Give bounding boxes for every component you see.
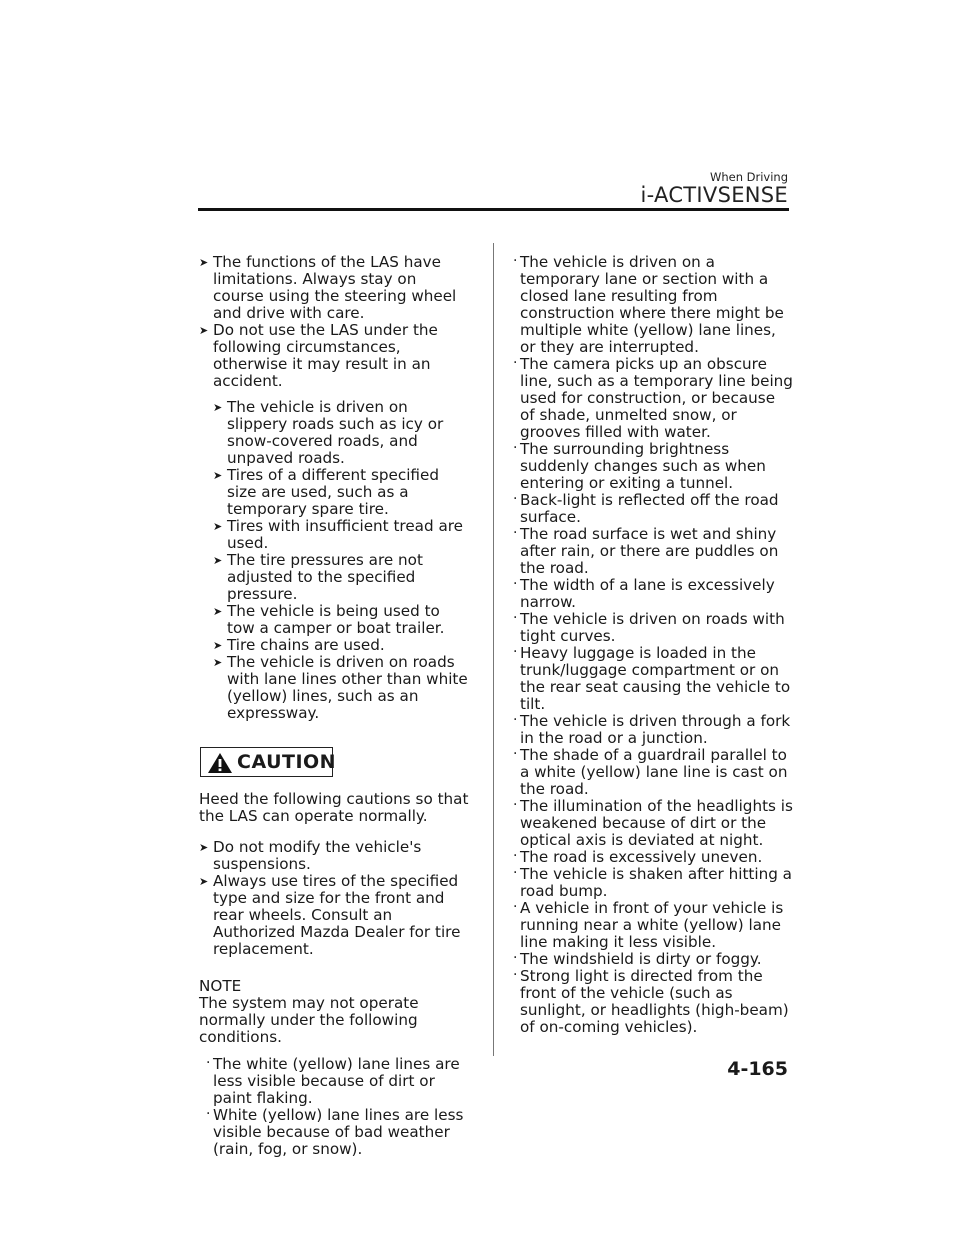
circumstance-item: ➤ Tire chains are used. <box>213 636 385 654</box>
arrow-bullet-icon: ➤ <box>199 256 209 269</box>
dot-bullet-icon: · <box>513 525 518 541</box>
chapter-title: i-ACTIVSENSE <box>640 183 788 207</box>
page-number: 4-165 <box>727 1058 788 1080</box>
arrow-bullet-icon: ➤ <box>213 656 223 669</box>
condition-item: · The vehicle is driven through a fork in the road or a junction. <box>513 712 791 747</box>
dot-bullet-icon: · <box>513 610 518 626</box>
arrow-bullet-icon: ➤ <box>213 469 223 482</box>
column-divider <box>493 243 494 1056</box>
header-rule <box>198 208 789 211</box>
arrow-bullet-icon: ➤ <box>213 605 223 618</box>
circumstance-item: ➤ The tire pressures are not adjusted to the specified pressure. <box>213 551 423 603</box>
arrow-bullet-icon: ➤ <box>213 401 223 414</box>
dot-bullet-icon: · <box>513 644 518 660</box>
circumstance-item: ➤ The vehicle is driven on roads with lane lines other than white (yellow) lines, such as an expressway. <box>213 653 468 722</box>
condition-item: · The vehicle is driven on a temporary lane or section with a closed lane resulting from construction where there might be multiple white (yellow) lane lines, or they are interrupted. <box>513 253 784 356</box>
dot-bullet-icon: · <box>513 848 518 864</box>
circumstance-list <box>213 399 471 722</box>
condition-item: · Strong light is directed from the front of the vehicle (such as sunlight, or headlights (high-beam) of on-coming vehicles). <box>513 967 789 1036</box>
condition-item: · The windshield is dirty or foggy. <box>513 950 762 968</box>
circumstance-item: ➤ The vehicle is being used to tow a camper or boat trailer. <box>213 602 445 637</box>
dot-bullet-icon: · <box>513 746 518 762</box>
condition-item: · A vehicle in front of your vehicle is running near a white (yellow) lane line making it less visible. <box>513 899 784 951</box>
condition-item: · The shade of a guardrail parallel to a white (yellow) lane line is cast on the road. <box>513 746 788 798</box>
dot-bullet-icon: · <box>513 712 518 728</box>
condition-item: · The vehicle is shaken after hitting a road bump. <box>513 865 792 900</box>
caution-intro: Heed the following cautions so that the LAS can operate normally. <box>199 790 469 825</box>
condition-item: · The road surface is wet and shiny after rain, or there are puddles on the road. <box>513 525 779 577</box>
arrow-bullet-icon: ➤ <box>199 875 209 888</box>
dot-bullet-icon: · <box>513 576 518 592</box>
warning-item: ➤ Do not use the LAS under the following circumstances, otherwise it may result in an accident. <box>199 321 438 390</box>
condition-item: · The white (yellow) lane lines are less visible because of dirt or paint flaking. <box>206 1055 460 1107</box>
arrow-bullet-icon: ➤ <box>213 520 223 533</box>
warning-triangle-icon <box>207 752 233 774</box>
note-label: NOTE <box>199 977 242 995</box>
condition-item: · The vehicle is driven on roads with tight curves. <box>513 610 785 645</box>
dot-bullet-icon: · <box>206 1055 211 1071</box>
condition-list <box>206 1056 471 1158</box>
dot-bullet-icon: · <box>513 950 518 966</box>
circumstance-item: ➤ Tires of a different specified size are used, such as a temporary spare tire. <box>213 466 439 518</box>
caution-label: CAUTION <box>237 751 337 773</box>
dot-bullet-icon: · <box>513 797 518 813</box>
condition-item: · Heavy luggage is loaded in the trunk/luggage compartment or on the rear seat causing the vehicle to tilt. <box>513 644 791 713</box>
arrow-bullet-icon: ➤ <box>213 554 223 567</box>
caution-item: ➤ Do not modify the vehicle's suspensions. <box>199 838 422 873</box>
dot-bullet-icon: · <box>513 967 518 983</box>
caution-item: ➤ Always use tires of the specified type and size for the front and rear wheels. Consult an Authorized Mazda Dealer for tire replacement. <box>199 872 461 958</box>
caution-heading <box>200 747 337 777</box>
condition-item: · The width of a lane is excessively narrow. <box>513 576 775 611</box>
condition-item: · The camera picks up an obscure line, such as a temporary line being used for construction, or because of shade, unmelted snow, or grooves filled with water. <box>513 355 793 441</box>
warning-item: ➤ The functions of the LAS have limitations. Always stay on course using the steering wheel and drive with care. <box>199 253 457 322</box>
dot-bullet-icon: · <box>513 440 518 456</box>
note-intro: The system may not operate normally under the following conditions. <box>199 994 419 1046</box>
dot-bullet-icon: · <box>513 865 518 881</box>
section-name: When Driving <box>709 170 788 184</box>
dot-bullet-icon: · <box>206 1106 211 1122</box>
condition-list-continued <box>513 254 793 1036</box>
arrow-bullet-icon: ➤ <box>199 324 209 337</box>
dot-bullet-icon: · <box>513 899 518 915</box>
arrow-bullet-icon: ➤ <box>213 639 223 652</box>
left-column <box>199 254 471 1158</box>
warning-list <box>199 254 471 390</box>
condition-item: · White (yellow) lane lines are less visible because of bad weather (rain, fog, or snow). <box>206 1106 464 1158</box>
arrow-bullet-icon: ➤ <box>199 841 209 854</box>
dot-bullet-icon: · <box>513 491 518 507</box>
circumstance-item: ➤ The vehicle is driven on slippery roads such as icy or snow-covered roads, and unpaved roads. <box>213 398 444 467</box>
condition-item: · The illumination of the headlights is weakened because of dirt or the optical axis is deviated at night. <box>513 797 793 849</box>
condition-item: · Back-light is reflected off the road surface. <box>513 491 779 526</box>
condition-item: · The road is excessively uneven. <box>513 848 763 866</box>
condition-item: · The surrounding brightness suddenly changes such as when entering or exiting a tunnel. <box>513 440 766 492</box>
right-column <box>513 254 793 1036</box>
dot-bullet-icon: · <box>513 355 518 371</box>
caution-list <box>199 839 471 958</box>
circumstance-item: ➤ Tires with insufficient tread are used. <box>213 517 464 552</box>
dot-bullet-icon: · <box>513 253 518 269</box>
